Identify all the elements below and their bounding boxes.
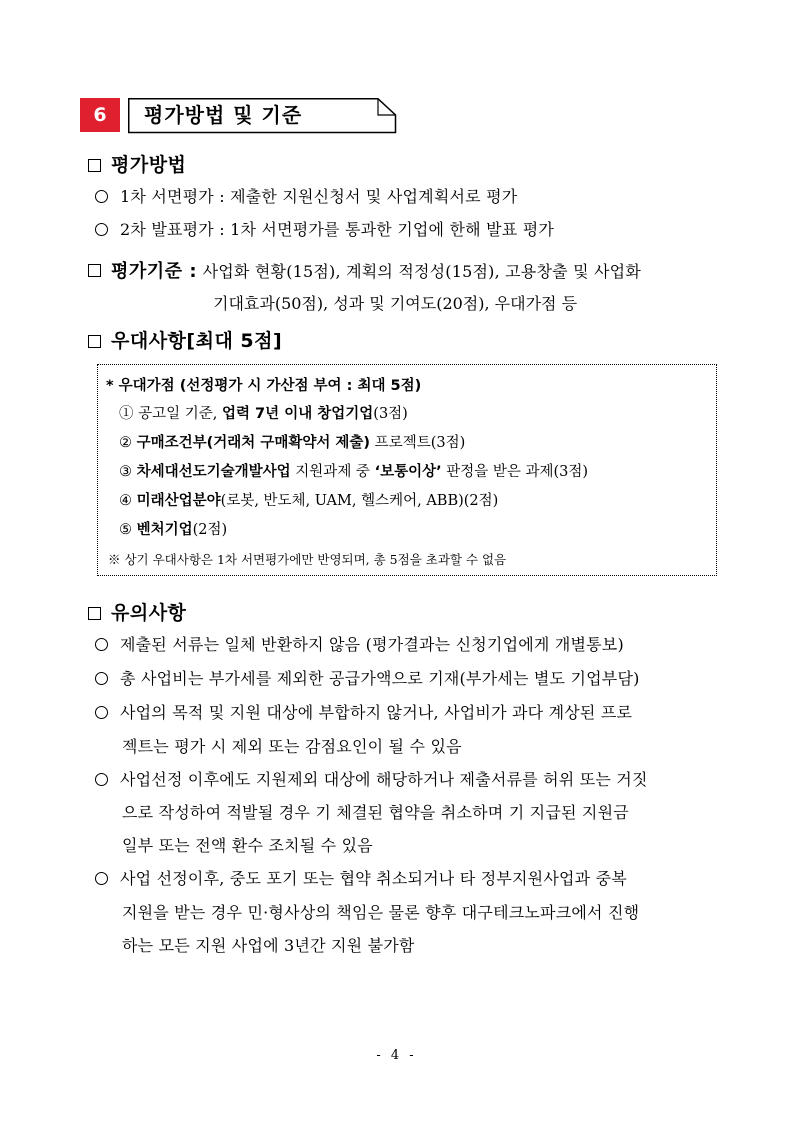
preference-heading: 우대사항[최대 5점] — [88, 326, 282, 353]
circle-bullet-icon — [95, 638, 108, 651]
circle-bullet-icon — [95, 672, 108, 685]
eval-criteria-line2: 기대효과(50점), 성과 및 기여도(20점), 우대가점 등 — [213, 294, 578, 313]
circle-bullet-icon — [95, 190, 108, 203]
preference-item: ② 구매조건부(거래처 구매확약서 제출) 프로젝트(3점) — [119, 435, 466, 451]
eval-criteria — [88, 257, 641, 283]
preference-item: ① 공고일 기준, 업력 7년 이내 창업기업(3점) — [119, 406, 408, 422]
list-item-continuation: 으로 작성하여 적발될 경우 기 체결된 협약을 취소하며 기 지급된 지원금 — [122, 803, 629, 822]
list-item: 1차 서면평가 : 제출한 지원신청서 및 사업계획서로 평가 — [95, 184, 517, 207]
list-item: 2차 발표평가 : 1차 서면평가를 통과한 기업에 한해 발표 평가 — [95, 217, 554, 240]
list-item-continuation: 젝트는 평가 시 제외 또는 감점요인이 될 수 있음 — [122, 737, 462, 756]
preference-box — [97, 364, 717, 576]
list-item: 사업 선정이후, 중도 포기 또는 협약 취소되거나 타 정부지원사업과 중복 — [95, 866, 627, 889]
notes-heading: 유의사항 — [88, 598, 186, 625]
list-item-continuation: 하는 모든 지원 사업에 3년간 지원 불가함 — [122, 936, 415, 955]
circle-bullet-icon — [95, 872, 108, 885]
eval-method-heading: 평가방법 — [88, 150, 186, 177]
list-item: 제출된 서류는 일체 반환하지 않음 (평가결과는 신청기업에게 개별통보) — [95, 632, 624, 655]
square-bullet-icon — [88, 159, 101, 172]
list-item-continuation: 지원을 받는 경우 민·형사상의 책임은 물론 향후 대구테크노파크에서 진행 — [122, 903, 640, 922]
preference-box-title: * 우대가점 (선정평가 시 가산점 부여 : 최대 5점) — [106, 378, 422, 394]
square-bullet-icon — [88, 335, 101, 348]
section-number-badge: 6 — [80, 98, 120, 132]
preference-item: ④ 미래산업분야(로봇, 반도체, UAM, 헬스케어, ABB)(2점) — [119, 493, 499, 509]
preference-note: ※ 상기 우대사항은 1차 서면평가에만 반영되며, 총 5점을 초과할 수 없음 — [108, 552, 507, 567]
section-title-box — [128, 98, 396, 132]
circle-bullet-icon — [95, 706, 108, 719]
circle-bullet-icon — [95, 773, 108, 786]
list-item: 총 사업비는 부가세를 제외한 공급가액으로 기재(부가세는 별도 기업부담) — [95, 666, 640, 689]
eval-criteria-line1: 사업화 현황(15점), 계획의 적정성(15점), 고용창출 및 사업화 — [202, 262, 641, 281]
square-bullet-icon — [88, 264, 101, 277]
section-title: 평가방법 및 기준 — [144, 103, 303, 127]
preference-item: ③ 차세대선도기술개발사업 지원과제 중 ‘보통이상’ 판정을 받은 과제(3점) — [119, 464, 589, 480]
list-item: 사업의 목적 및 지원 대상에 부합하지 않거나, 사업비가 과다 계상된 프로 — [95, 700, 632, 723]
eval-criteria-label: 평가기준 : — [111, 261, 198, 282]
square-bullet-icon — [88, 607, 101, 620]
page-number: - 4 - — [376, 1048, 417, 1063]
list-item-continuation: 일부 또는 전액 환수 조치될 수 있음 — [122, 836, 373, 855]
circle-bullet-icon — [95, 223, 108, 236]
preference-item: ⑤ 벤처기업(2점) — [119, 522, 228, 538]
list-item: 사업선정 이후에도 지원제외 대상에 해당하거나 제출서류를 허위 또는 거짓 — [95, 767, 648, 790]
